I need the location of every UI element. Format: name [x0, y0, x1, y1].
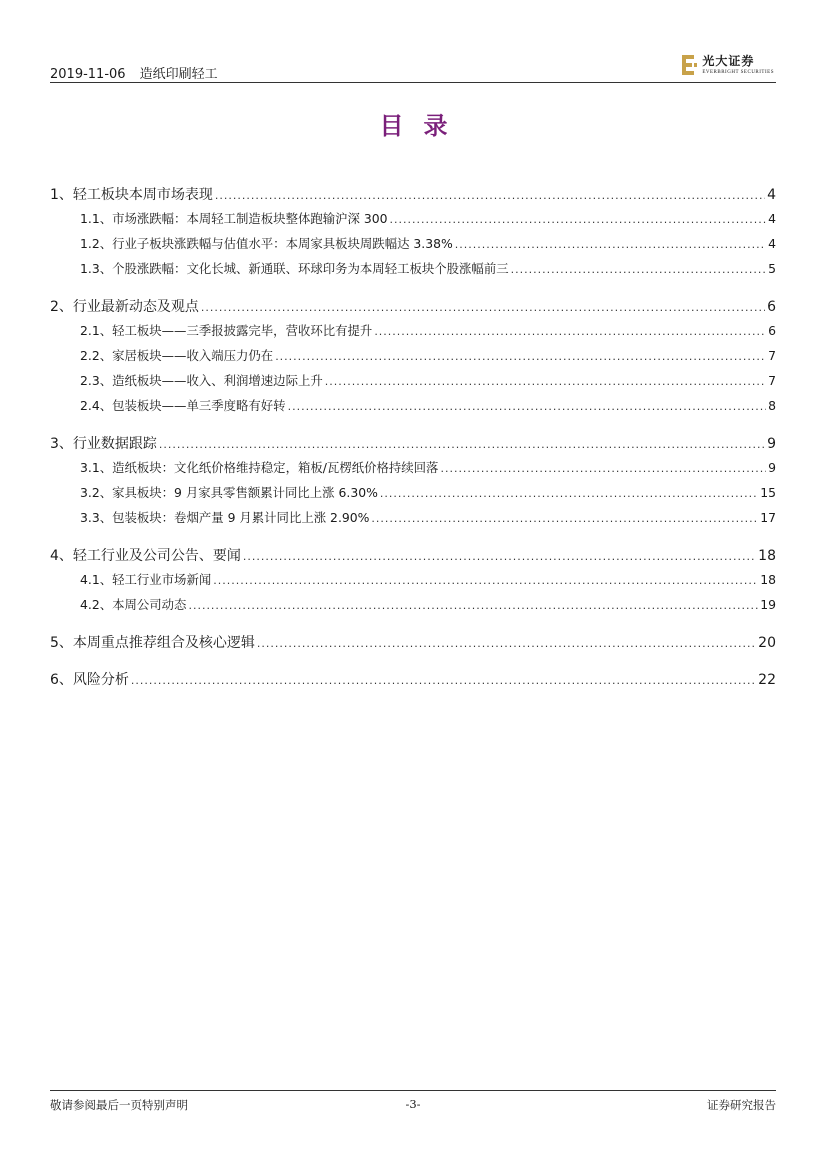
toc-subentry[interactable] — [50, 595, 776, 620]
toc-leader-dots — [131, 674, 756, 687]
toc-subentry[interactable] — [50, 458, 776, 483]
toc-leader-dots — [511, 263, 767, 276]
page-footer — [50, 1097, 776, 1113]
header-left — [50, 63, 218, 82]
toc-subentry[interactable] — [50, 483, 776, 508]
toc-title: 本周重点推荐组合及核心逻辑 — [72, 635, 255, 651]
toc-number: 4.1、 — [80, 572, 113, 587]
toc-title: 家具板块：9 月家具零售额累计同比上涨 6.30% — [112, 485, 378, 500]
toc-page-number: 4 — [768, 236, 776, 251]
toc-page-number: 4 — [768, 211, 776, 226]
disclaimer-note: 敬请参阅最后一页特别声明 — [50, 1098, 188, 1112]
toc-number: 1.1、 — [80, 211, 113, 226]
toc-number: 4、 — [50, 548, 73, 564]
toc-title: 造纸板块——收入、利润增速边际上升 — [112, 373, 323, 388]
logo-cn-text: 光大证券 — [702, 54, 755, 68]
toc-page-number: 22 — [758, 672, 776, 688]
logo-en-text: EVERBRIGHT SECURITIES — [702, 70, 774, 75]
toc-subentry[interactable] — [50, 508, 776, 533]
toc-page-number: 9 — [767, 436, 776, 452]
toc-number: 3.1、 — [80, 460, 113, 475]
toc-entry[interactable] — [50, 669, 776, 694]
toc-page-number: 7 — [768, 373, 776, 388]
toc-number: 1、 — [50, 187, 73, 203]
toc-leader-dots — [257, 637, 756, 650]
toc-number: 2.2、 — [80, 348, 113, 363]
toc-number: 1.3、 — [80, 261, 113, 276]
toc-title: 包装板块：卷烟产量 9 月累计同比上涨 2.90% — [112, 510, 370, 525]
toc-number: 1.2、 — [80, 236, 113, 251]
toc-entry[interactable] — [50, 296, 776, 321]
toc-title: 行业子板块涨跌幅与估值水平：本周家具板块周跌幅达 3.38% — [112, 236, 453, 251]
toc-subentry[interactable] — [50, 396, 776, 421]
toc-leader-dots — [215, 189, 765, 202]
toc-number: 3、 — [50, 436, 73, 452]
toc-title: 行业最新动态及观点 — [72, 299, 199, 315]
toc-leader-dots — [159, 438, 765, 451]
toc-entry[interactable] — [50, 632, 776, 657]
toc-page-number: 4 — [767, 187, 776, 203]
toc-number: 2、 — [50, 299, 73, 315]
toc-page-number: 7 — [768, 348, 776, 363]
toc-subentry[interactable] — [50, 371, 776, 396]
toc-number: 4.2、 — [80, 597, 113, 612]
report-type: 证券研究报告 — [707, 1098, 776, 1112]
page-number: -3- — [405, 1097, 421, 1111]
table-of-contents — [50, 184, 776, 694]
toc-number: 6、 — [50, 672, 73, 688]
toc-title: 轻工行业及公司公告、要闻 — [72, 548, 241, 564]
page-header — [50, 52, 776, 82]
toc-leader-dots — [213, 574, 758, 587]
toc-page-number: 6 — [768, 323, 776, 338]
toc-title: 造纸板块：文化纸价格维持稳定，箱板/瓦楞纸价格持续回落 — [112, 460, 439, 475]
toc-subentry[interactable] — [50, 259, 776, 284]
company-logo — [680, 52, 774, 78]
toc-title: 行业数据跟踪 — [72, 436, 157, 452]
toc-leader-dots — [201, 301, 765, 314]
report-date: 2019-11-06 — [50, 67, 126, 82]
toc-page-number: 15 — [760, 485, 776, 500]
toc-title: 本周公司动态 — [112, 597, 187, 612]
toc-page-number: 18 — [760, 572, 776, 587]
toc-leader-dots — [371, 512, 758, 525]
toc-page-number: 17 — [760, 510, 776, 525]
toc-number: 2.1、 — [80, 323, 113, 338]
toc-number: 3.3、 — [80, 510, 113, 525]
toc-number: 2.3、 — [80, 373, 113, 388]
toc-leader-dots — [288, 400, 767, 413]
report-section: 造纸印刷轻工 — [139, 67, 218, 82]
toc-page-number: 6 — [767, 299, 776, 315]
toc-leader-dots — [380, 487, 758, 500]
toc-leader-dots — [243, 550, 756, 563]
toc-page-number: 5 — [768, 261, 776, 276]
header-divider — [50, 82, 776, 83]
page-title: 目录 — [379, 112, 468, 140]
toc-entry[interactable] — [50, 184, 776, 209]
toc-subentry[interactable] — [50, 209, 776, 234]
toc-leader-dots — [188, 599, 758, 612]
toc-leader-dots — [275, 350, 766, 363]
toc-leader-dots — [455, 238, 766, 251]
toc-page-number: 9 — [768, 460, 776, 475]
toc-subentry[interactable] — [50, 321, 776, 346]
toc-title: 轻工板块本周市场表现 — [72, 187, 213, 203]
toc-title: 轻工行业市场新闻 — [112, 572, 212, 587]
toc-subentry[interactable] — [50, 570, 776, 595]
toc-title: 个股涨跌幅：文化长城、新通联、环球印务为本周轻工板块个股涨幅前三 — [112, 261, 509, 276]
toc-leader-dots — [390, 213, 767, 226]
toc-entry[interactable] — [50, 433, 776, 458]
toc-page-number: 8 — [768, 398, 776, 413]
toc-title: 轻工板块——三季报披露完毕，营收环比有提升 — [112, 323, 373, 338]
toc-number: 5、 — [50, 635, 73, 651]
toc-title: 家居板块——收入端压力仍在 — [112, 348, 274, 363]
toc-title: 市场涨跌幅：本周轻工制造板块整体跑输沪深 300 — [112, 211, 388, 226]
toc-page-number: 19 — [760, 597, 776, 612]
toc-leader-dots — [325, 375, 766, 388]
toc-title: 风险分析 — [72, 672, 129, 688]
toc-page-number: 18 — [758, 548, 776, 564]
toc-subentry[interactable] — [50, 346, 776, 371]
toc-title: 包装板块——单三季度略有好转 — [112, 398, 286, 413]
toc-leader-dots — [440, 462, 766, 475]
toc-page-number: 20 — [758, 635, 776, 651]
toc-subentry[interactable] — [50, 234, 776, 259]
toc-entry[interactable] — [50, 545, 776, 570]
toc-number: 2.4、 — [80, 398, 113, 413]
logo-mark-icon — [680, 53, 698, 77]
toc-number: 3.2、 — [80, 485, 113, 500]
footer-divider — [50, 1090, 776, 1091]
toc-leader-dots — [374, 325, 766, 338]
